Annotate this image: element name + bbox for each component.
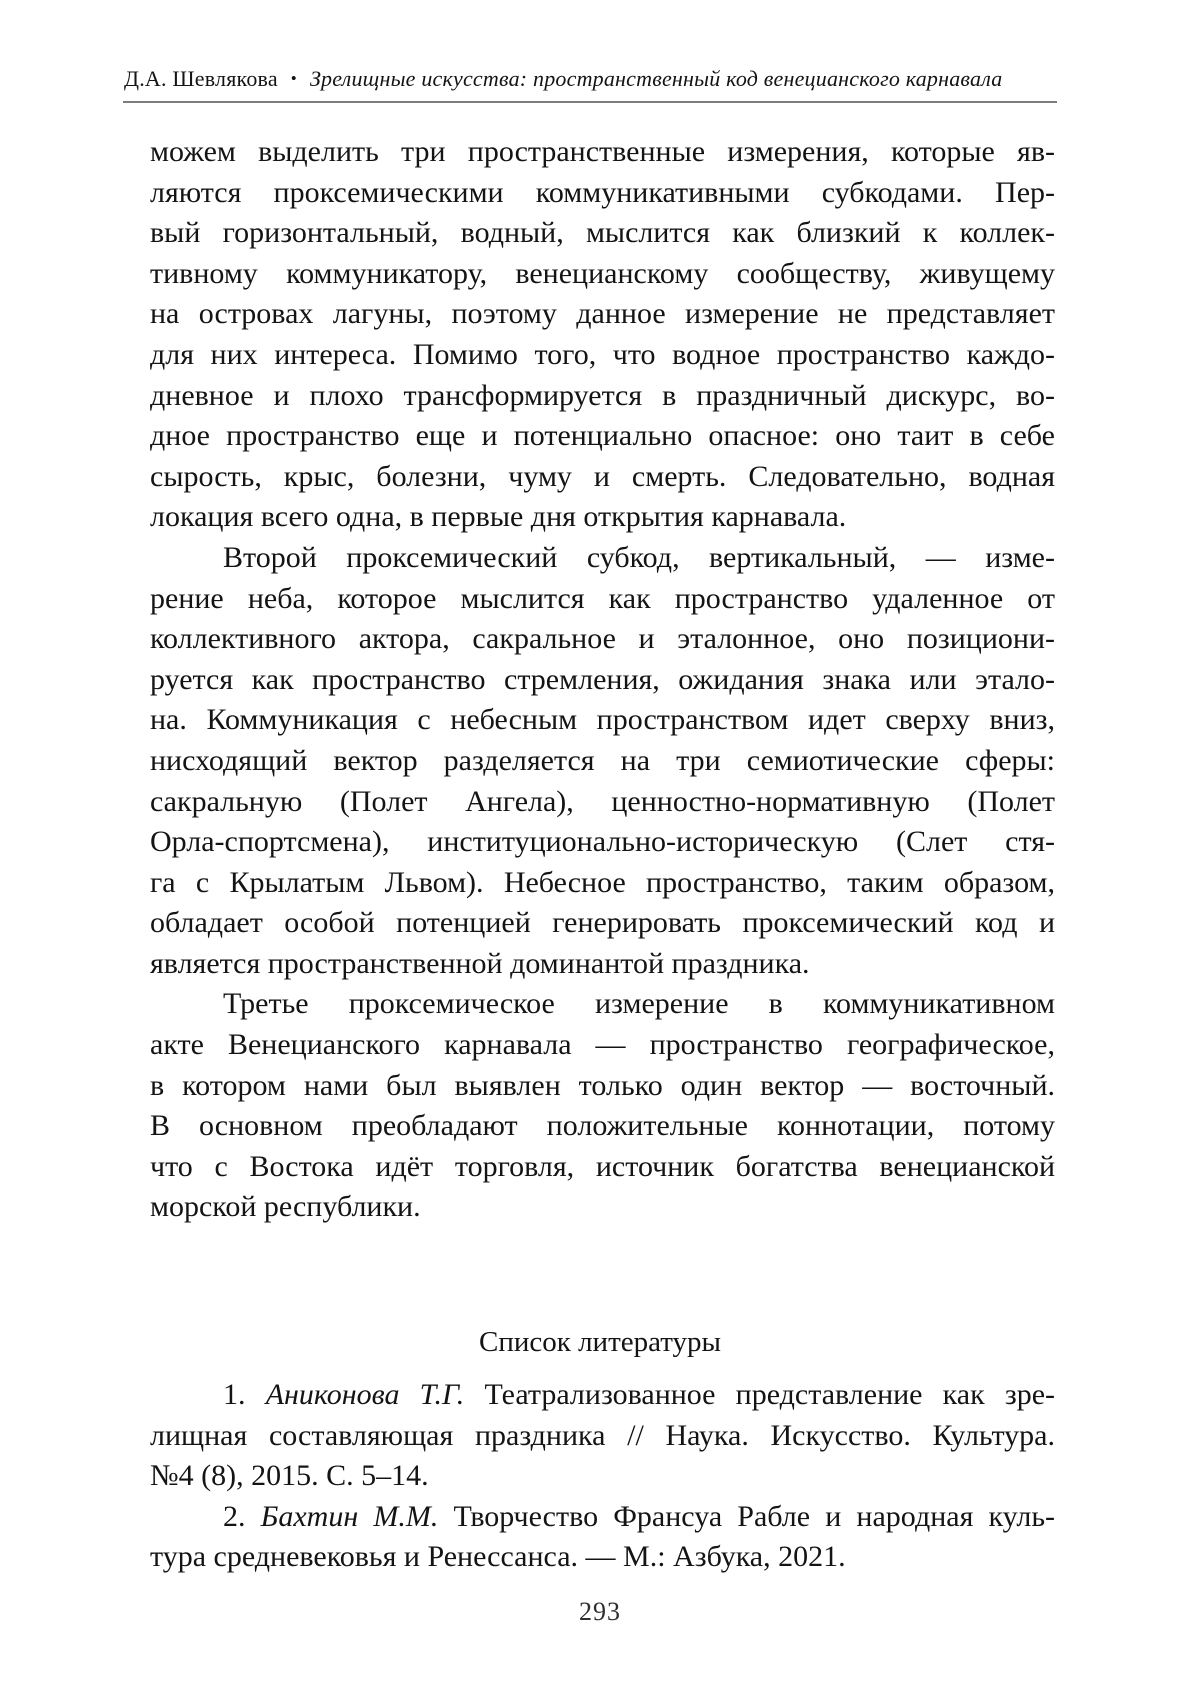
body-line: В основном преобладают положительные коннотации, потому bbox=[150, 1109, 1055, 1143]
bib-text: №4 (8), 2015. С. 5–14. bbox=[150, 1459, 429, 1493]
header-rule bbox=[123, 101, 1057, 103]
body-line: нисходящий вектор разделяется на три семиотические сферы: bbox=[150, 743, 1055, 777]
bib-author-name: Аниконова Т.Г. bbox=[265, 1378, 465, 1411]
body-text bbox=[150, 132, 1055, 1228]
header-title: Зрелищные искусства: пространственный код венецианского карнавала bbox=[309, 66, 1003, 91]
body-line: обладает особой потенцией генерировать проксемический код и bbox=[150, 906, 1055, 940]
body-line: локация всего одна, в первые дня открытия карнавала. bbox=[150, 500, 847, 534]
bibliography-line bbox=[150, 1497, 1055, 1538]
bibliography-line bbox=[150, 1537, 1055, 1578]
bibliography-list bbox=[150, 1375, 1055, 1578]
body-line: в котором нами был выявлен только один вектор — восточный. bbox=[150, 1068, 1055, 1102]
body-line: Орла-спортсмена), институционально-историческую (Слет стя- bbox=[150, 825, 1055, 859]
bibliography-line bbox=[150, 1456, 1055, 1497]
bib-text: 2. bbox=[223, 1499, 261, 1533]
bib-text: тура средневековья и Ренессанса. — М.: Азбука, 2021. bbox=[150, 1540, 846, 1574]
body-line: дневное и плохо трансформируется в праздничный дискурс, во- bbox=[150, 378, 1055, 412]
body-line: дное пространство еще и потенциально опасное: оно таит в себе bbox=[150, 419, 1055, 453]
body-line: для них интереса. Помимо того, что водное пространство каждо- bbox=[150, 337, 1055, 371]
body-line: на островах лагуны, поэтому данное измерение не представляет bbox=[150, 297, 1055, 331]
body-line: Второй проксемический субкод, вертикальный, — изме- bbox=[223, 540, 1055, 574]
body-line: морской республики. bbox=[150, 1190, 421, 1224]
body-line: акте Венецианского карнавала — пространство географическое, bbox=[150, 1028, 1055, 1062]
bib-text: Творчество Франсуа Рабле и народная куль- bbox=[438, 1499, 1055, 1533]
body-line: сакральную (Полет Ангела), ценностно-нормативную (Полет bbox=[150, 784, 1055, 818]
bibliography-line bbox=[150, 1416, 1055, 1457]
body-line: является пространственной доминантой праздника. bbox=[150, 946, 810, 980]
page-number: 293 bbox=[579, 1597, 621, 1626]
body-line: Третье проксемическое измерение в коммуникативном bbox=[223, 987, 1055, 1021]
bib-author-name: Бахтин М.М. bbox=[260, 1499, 439, 1533]
bib-text: 1. bbox=[223, 1378, 266, 1411]
body-line: сырость, крыс, болезни, чуму и смерть. Следовательно, водная bbox=[150, 459, 1055, 493]
running-header bbox=[124, 66, 1064, 94]
bibliography-line bbox=[150, 1375, 1055, 1416]
body-line: вый горизонтальный, водный, мыслится как близкий к коллек- bbox=[150, 216, 1055, 250]
body-line: на. Коммуникация с небесным пространством идет сверху вниз, bbox=[150, 703, 1055, 737]
body-line: что с Востока идёт торговля, источник богатства венецианской bbox=[150, 1149, 1055, 1183]
body-line: руется как пространство стремления, ожидания знака или этало- bbox=[150, 662, 1055, 696]
bib-text: Театрализованное представление как зре- bbox=[464, 1378, 1056, 1411]
body-line: коллективного актора, сакральное и эталонное, оно позициони- bbox=[150, 622, 1055, 656]
body-line: тивному коммуникатору, венецианскому сообществу, живущему bbox=[150, 256, 1055, 290]
bullet-separator-icon: • bbox=[290, 69, 297, 88]
bib-text: лищная составляющая праздника // Наука. Искусство. Культура. bbox=[150, 1418, 1055, 1452]
body-line: га с Крылатым Львом). Небесное пространство, таким образом, bbox=[150, 865, 1055, 899]
header-author: Д.А. Шевлякова bbox=[124, 66, 278, 91]
body-line: рение неба, которое мыслится как пространство удаленное от bbox=[150, 581, 1055, 615]
bibliography-heading: Список литературы bbox=[478, 1326, 722, 1358]
body-line: можем выделить три пространственные измерения, которые яв- bbox=[150, 135, 1055, 168]
body-line: ляются проксемическими коммуникативными субкодами. Пер- bbox=[150, 175, 1055, 209]
